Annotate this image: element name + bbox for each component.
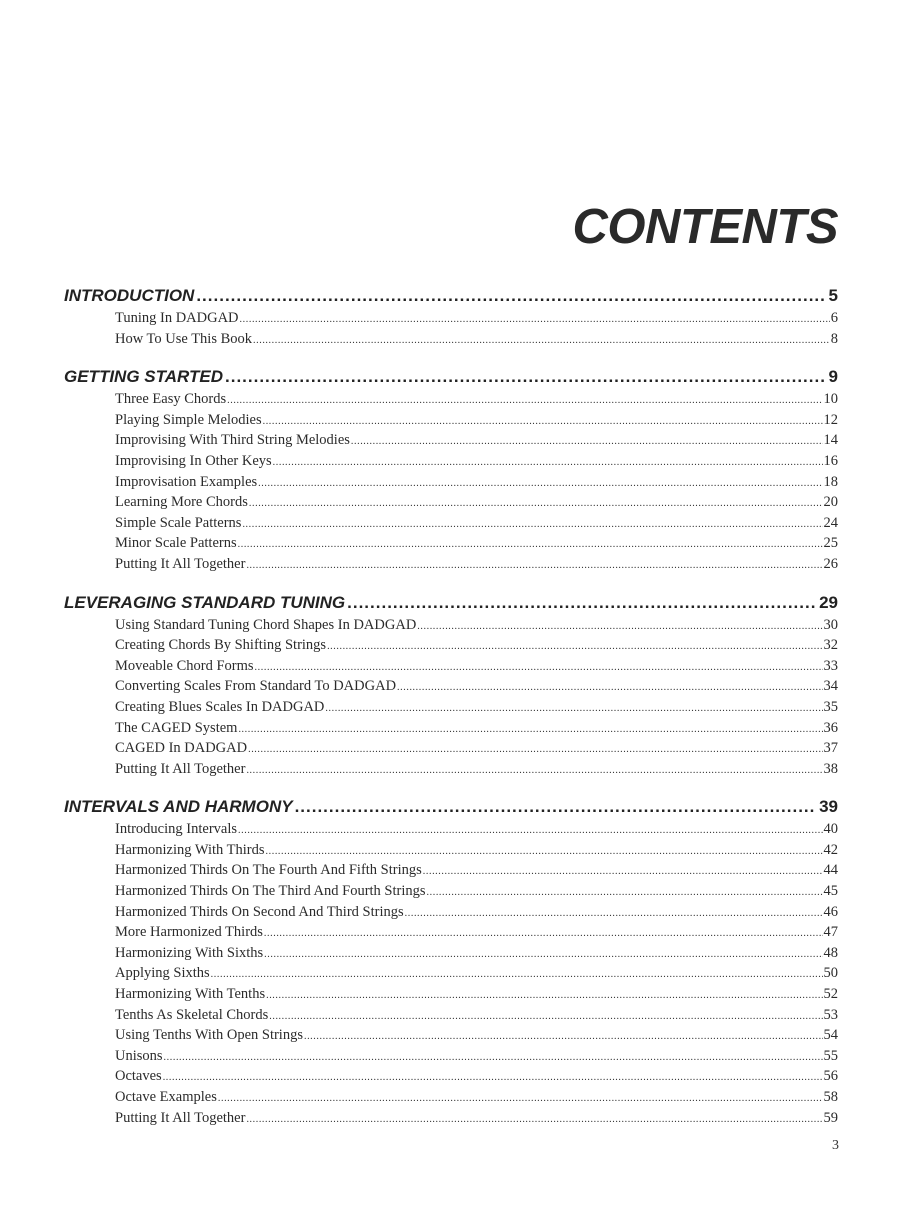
dot-leader: [327, 641, 822, 652]
entry-page-number: 52: [823, 986, 838, 1003]
toc-entry: [115, 474, 838, 495]
entry-page-number: 16: [823, 452, 838, 469]
entry-page-number: 48: [823, 944, 838, 961]
toc-entry: [115, 331, 838, 352]
toc-entry: [115, 617, 838, 638]
entry-title: Using Tenths With Open Strings: [115, 1027, 303, 1044]
dot-leader: [255, 662, 823, 673]
section-page-number: 9: [828, 367, 838, 387]
dot-leader: [347, 593, 815, 613]
entry-title: Improvisation Examples: [115, 473, 258, 490]
dot-leader: [240, 314, 830, 325]
dot-leader: [248, 744, 822, 755]
entry-title: Three Easy Chords: [115, 391, 227, 408]
entry-title: Octaves: [115, 1068, 162, 1085]
entry-title: Tenths As Skeletal Chords: [115, 1006, 269, 1023]
section-heading-row: [64, 286, 838, 310]
dot-leader: [164, 1052, 823, 1063]
toc-entry: [115, 453, 838, 474]
toc-entry: [115, 1068, 838, 1089]
toc-entry: [115, 986, 838, 1007]
entry-page-number: 32: [823, 637, 838, 654]
dot-leader: [264, 949, 822, 960]
entry-title: Harmonized Thirds On The Fourth And Fifth Strings: [115, 862, 422, 879]
toc-entry: [115, 904, 838, 925]
entry-page-number: 45: [823, 883, 838, 900]
entry-page-number: 10: [823, 391, 838, 408]
section-heading: INTRODUCTION: [64, 286, 195, 305]
toc-entry: [115, 965, 838, 986]
section-page-number: 5: [828, 286, 838, 305]
dot-leader: [246, 765, 822, 776]
entry-page-number: 26: [823, 555, 838, 572]
dot-leader: [246, 560, 822, 571]
entry-title: Tuning In DADGAD: [115, 310, 239, 326]
entry-page-number: 46: [823, 903, 838, 920]
entry-page-number: 53: [823, 1006, 838, 1023]
entry-title: Converting Scales From Standard To DADGAD: [115, 678, 397, 695]
entry-title: Harmonized Thirds On The Third And Fourth Strings: [115, 883, 426, 900]
entry-page-number: 30: [823, 616, 838, 633]
page-number: 3: [832, 1138, 839, 1153]
toc-entry: [115, 432, 838, 453]
entry-title: CAGED In DADGAD: [115, 740, 248, 757]
section-heading: INTERVALS AND HARMONY: [64, 797, 293, 817]
toc-entry: [115, 699, 838, 720]
entry-page-number: 35: [823, 698, 838, 715]
entry-title: Octave Examples: [115, 1089, 217, 1105]
entry-title: Harmonizing With Tenths: [115, 986, 266, 1003]
entry-title: Harmonizing With Sixths: [115, 944, 264, 961]
toc-section: [64, 593, 838, 782]
toc-entry: [115, 515, 838, 536]
toc-section: [64, 797, 838, 1130]
entry-title: Playing Simple Melodies: [115, 411, 262, 428]
entry-page-number: 33: [823, 657, 838, 674]
entry-page-number: 20: [823, 494, 838, 511]
toc-entry: [115, 310, 838, 331]
entry-page-number: 59: [823, 1109, 838, 1126]
section-entries: [115, 310, 838, 351]
table-of-contents: [64, 286, 838, 1146]
entry-title: Unisons: [115, 1047, 163, 1064]
toc-entry: [115, 1048, 838, 1069]
toc-entry: [115, 821, 838, 842]
entry-page-number: 42: [823, 841, 838, 858]
entry-title: Putting It All Together: [115, 760, 246, 777]
entry-title: Putting It All Together: [115, 555, 246, 572]
entry-page-number: 55: [823, 1047, 838, 1064]
entry-title: Putting It All Together: [115, 1109, 246, 1126]
section-page-number: 39: [819, 797, 838, 817]
dot-leader: [253, 335, 830, 346]
dot-leader: [295, 797, 816, 817]
entry-page-number: 14: [823, 432, 838, 449]
dot-leader: [242, 519, 822, 530]
entry-title: Harmonized Thirds On Second And Third Strings: [115, 903, 404, 920]
entry-title: Applying Sixths: [115, 965, 210, 982]
toc-section: [64, 367, 838, 576]
entry-page-number: 12: [823, 411, 838, 428]
dot-leader: [218, 1093, 823, 1104]
entry-title: Minor Scale Patterns: [115, 535, 237, 552]
page-title: CONTENTS: [572, 200, 838, 254]
toc-entry: [115, 924, 838, 945]
entry-title: More Harmonized Thirds: [115, 924, 263, 941]
entry-title: How To Use This Book: [115, 330, 253, 347]
toc-entry: [115, 945, 838, 966]
entry-page-number: 34: [823, 678, 838, 695]
toc-entry: [115, 658, 838, 679]
dot-leader: [264, 928, 823, 939]
dot-leader: [227, 395, 822, 406]
entry-title: Moveable Chord Forms: [115, 657, 254, 674]
dot-leader: [246, 1114, 822, 1125]
toc-entry: [115, 740, 838, 761]
dot-leader: [269, 1011, 822, 1022]
entry-title: The CAGED System: [115, 719, 238, 736]
toc-entry: [115, 391, 838, 412]
section-heading: GETTING STARTED: [64, 367, 223, 387]
entry-title: Creating Chords By Shifting Strings: [115, 637, 327, 654]
toc-entry: [115, 1027, 838, 1048]
entry-page-number: 25: [823, 535, 838, 552]
dot-leader: [325, 703, 822, 714]
toc-entry: [115, 412, 838, 433]
section-heading: LEVERAGING STANDARD TUNING: [64, 592, 346, 612]
dot-leader: [163, 1072, 823, 1083]
entry-page-number: 47: [823, 924, 838, 941]
dot-leader: [405, 908, 823, 919]
toc-entry: [115, 1089, 838, 1110]
toc-entry: [115, 556, 838, 577]
toc-entry: [115, 637, 838, 658]
entry-title: Harmonizing With Thirds: [115, 841, 265, 858]
entry-page-number: 58: [823, 1089, 838, 1105]
entry-page-number: 44: [823, 862, 838, 879]
dot-leader: [266, 990, 822, 1001]
section-entries: [115, 617, 838, 782]
toc-entry: [115, 761, 838, 782]
dot-leader: [238, 825, 822, 836]
entry-page-number: 36: [823, 719, 838, 736]
entry-page-number: 24: [823, 514, 838, 531]
toc-section: [64, 286, 838, 351]
entry-page-number: 37: [823, 740, 838, 757]
entry-page-number: 18: [823, 473, 838, 490]
entry-page-number: 54: [823, 1027, 838, 1044]
dot-leader: [266, 846, 823, 857]
entry-title: Introducing Intervals: [115, 821, 238, 838]
toc-entry: [115, 535, 838, 556]
toc-entry: [115, 494, 838, 515]
toc-entry: [115, 1110, 838, 1131]
dot-leader: [249, 498, 823, 509]
section-entries: [115, 821, 838, 1130]
entry-title: Simple Scale Patterns: [115, 514, 242, 531]
section-entries: [115, 391, 838, 576]
dot-leader: [304, 1031, 823, 1042]
section-heading-row: [64, 367, 838, 391]
dot-leader: [427, 887, 823, 898]
toc-entry: [115, 1007, 838, 1028]
entry-page-number: 6: [830, 310, 838, 326]
dot-leader: [263, 416, 823, 427]
dot-leader: [351, 436, 823, 447]
entry-title: Creating Blues Scales In DADGAD: [115, 698, 325, 715]
entry-title: Learning More Chords: [115, 494, 248, 511]
toc-entry: [115, 862, 838, 883]
entry-title: Using Standard Tuning Chord Shapes In DADGAD: [115, 616, 417, 633]
dot-leader: [211, 969, 823, 980]
section-page-number: 29: [819, 592, 838, 612]
entry-page-number: 40: [823, 821, 838, 838]
toc-entry: [115, 678, 838, 699]
entry-page-number: 8: [830, 330, 838, 347]
entry-page-number: 38: [823, 760, 838, 777]
entry-title: Improvising In Other Keys: [115, 452, 272, 469]
entry-page-number: 56: [823, 1068, 838, 1085]
section-heading-row: [64, 797, 838, 821]
dot-leader: [273, 457, 823, 468]
dot-leader: [238, 539, 823, 550]
dot-leader: [397, 682, 822, 693]
toc-entry: [115, 842, 838, 863]
dot-leader: [225, 367, 825, 387]
dot-leader: [417, 621, 822, 632]
dot-leader: [258, 478, 822, 489]
toc-entry: [115, 883, 838, 904]
entry-page-number: 50: [823, 965, 838, 982]
dot-leader: [238, 724, 822, 735]
toc-entry: [115, 720, 838, 741]
dot-leader: [196, 286, 824, 306]
entry-title: Improvising With Third String Melodies: [115, 432, 350, 449]
dot-leader: [423, 866, 823, 877]
section-heading-row: [64, 593, 838, 617]
